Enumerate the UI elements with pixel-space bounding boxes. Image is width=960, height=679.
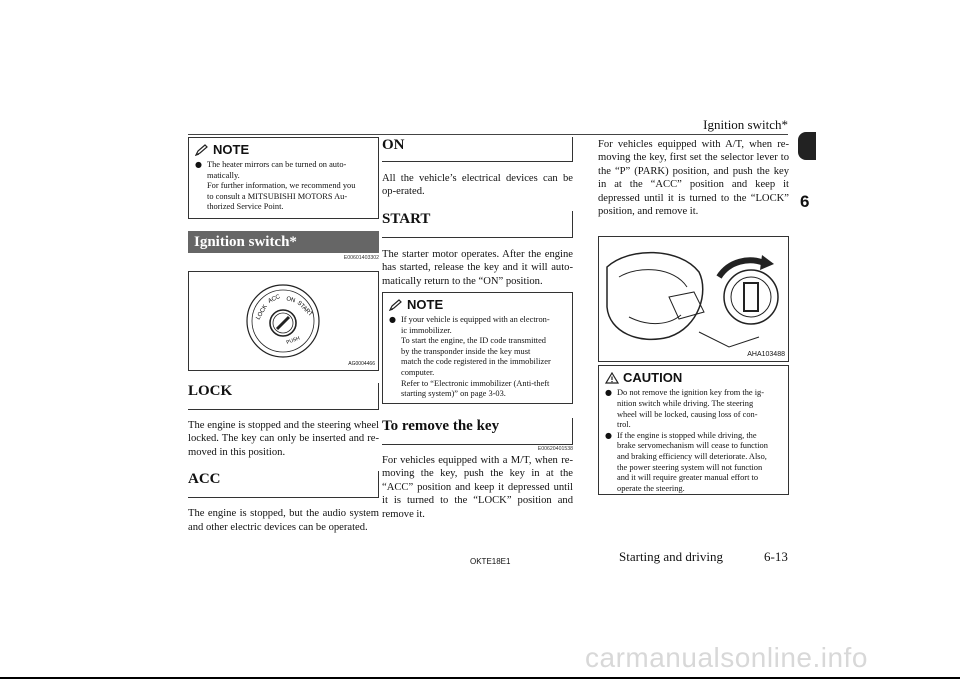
footer-section-title: Starting and driving (619, 549, 723, 564)
at-text: For vehicles equipped with A/T, when re-moving the key, first set the selector lever to the “P” (PARK) position, and push the key in at the “ACC” position and keep it depressed until it is turned to the “LOCK” position, and remove it. (598, 139, 789, 218)
note-line: For further information, we recommend you (207, 181, 356, 191)
steering-column-icon (599, 237, 788, 361)
caution-box (598, 365, 789, 495)
caution-item (605, 388, 782, 430)
acc-label: ACC (267, 294, 282, 305)
caution-line: If the engine is stopped while driving, the (617, 430, 757, 440)
note-line: To start the engine, the ID code transmitted (401, 336, 546, 346)
note-line: matically. (207, 170, 240, 180)
remove-key-code: E00620401538 (537, 446, 573, 453)
note-line: Refer to “Electronic immobilizer (Anti-theft (401, 378, 550, 388)
note-line: starting system)” on page 3-03. (401, 389, 506, 399)
note-line: computer. (401, 368, 435, 377)
bullet-icon: ● (605, 430, 612, 440)
pencil-icon (195, 144, 209, 156)
caution-line: trol. (617, 420, 631, 430)
image-code: AHA103488 (747, 351, 785, 359)
remove-key-text: For vehicles equipped with a M/T, when re-moving the key, push the key in at the “ACC” position and keep it depressed until it is turned to the “LOCK” position and remove it. (382, 455, 573, 520)
caution-line: and it will require greater manual effort to (617, 473, 759, 483)
acc-heading: ACC (188, 471, 379, 498)
chapter-number: 6 (800, 192, 810, 211)
note-line: by the transponder inside the key must (401, 346, 531, 356)
section-banner: Ignition switch* (188, 231, 379, 253)
column-1 (188, 137, 379, 534)
remove-key-heading: To remove the key (382, 418, 573, 445)
caution-line: brake servomechanism will cease to function (617, 441, 768, 451)
caution-item (605, 431, 782, 495)
note-label: NOTE (213, 142, 250, 157)
start-heading: START (382, 211, 573, 238)
bullet-icon: ● (195, 160, 202, 169)
ignition-switch-illustration (188, 271, 379, 371)
note-box (188, 137, 379, 219)
chapter-tab (798, 132, 816, 160)
caution-line: Do not remove the ignition key from the ig- (617, 388, 764, 398)
ignition-switch-icon (189, 272, 378, 370)
start-text: The starter motor operates. After the engine has started, release the key and it will auto-matically return to the “ON” position. (382, 248, 573, 287)
note-item (195, 160, 372, 213)
note-line: thorized Service Point. (207, 202, 284, 212)
footer-page-number: 6-13 (764, 549, 788, 564)
note-line: If your vehicle is equipped with an electron- (401, 315, 550, 325)
caution-header (605, 370, 782, 385)
push-label: PUSH (285, 335, 301, 346)
note-line: ic immobilizer. (401, 325, 452, 335)
footer-code: OKTE18E1 (470, 557, 511, 566)
column-3 (598, 137, 789, 495)
image-code: AG0004466 (348, 361, 375, 367)
on-text: All the vehicle’s electrical devices can be op-erated. (382, 173, 573, 198)
page-header-title: Ignition switch* (703, 117, 788, 132)
warning-icon (605, 372, 619, 384)
lock-label: LOCK (255, 303, 269, 321)
caution-line: wheel will be locked, causing loss of con- (617, 409, 758, 419)
on-label: ON (285, 296, 296, 305)
pencil-icon (389, 299, 403, 311)
key-removal-illustration (598, 236, 789, 362)
caution-label: CAUTION (623, 370, 683, 386)
note-label: NOTE (407, 297, 444, 313)
header-rule (188, 134, 788, 135)
note-header (389, 297, 566, 312)
section-code: E00601403302 (343, 255, 379, 261)
caution-line: the power steering system will not function (617, 462, 763, 472)
caution-line: and braking efficiency will deteriorate. Also, (617, 452, 767, 461)
column-2 (382, 137, 573, 521)
note-box-2 (382, 292, 573, 404)
caution-line: operate the steering. (617, 483, 685, 493)
caution-line: nition switch while driving. The steering (617, 399, 754, 409)
note-line: match the code registered in the immobilizer (401, 357, 551, 367)
lock-heading: LOCK (188, 383, 379, 410)
note-line: to consult a MITSUBISHI MOTORS Au- (207, 191, 348, 201)
start-label: START (295, 300, 314, 318)
note-header (195, 142, 372, 157)
watermark: carmanualsonline.info (585, 642, 868, 673)
bullet-icon: ● (389, 315, 396, 325)
note-item (389, 315, 566, 400)
lock-text: The engine is stopped and the steering wheel locked. The key can only be inserted and re-moved in this position. (188, 420, 379, 458)
bullet-icon: ● (605, 388, 612, 398)
acc-text: The engine is stopped, but the audio system and other electric devices can be operated. (188, 508, 379, 533)
on-heading: ON (382, 137, 573, 162)
note-line: The heater mirrors can be turned on auto- (207, 160, 347, 169)
